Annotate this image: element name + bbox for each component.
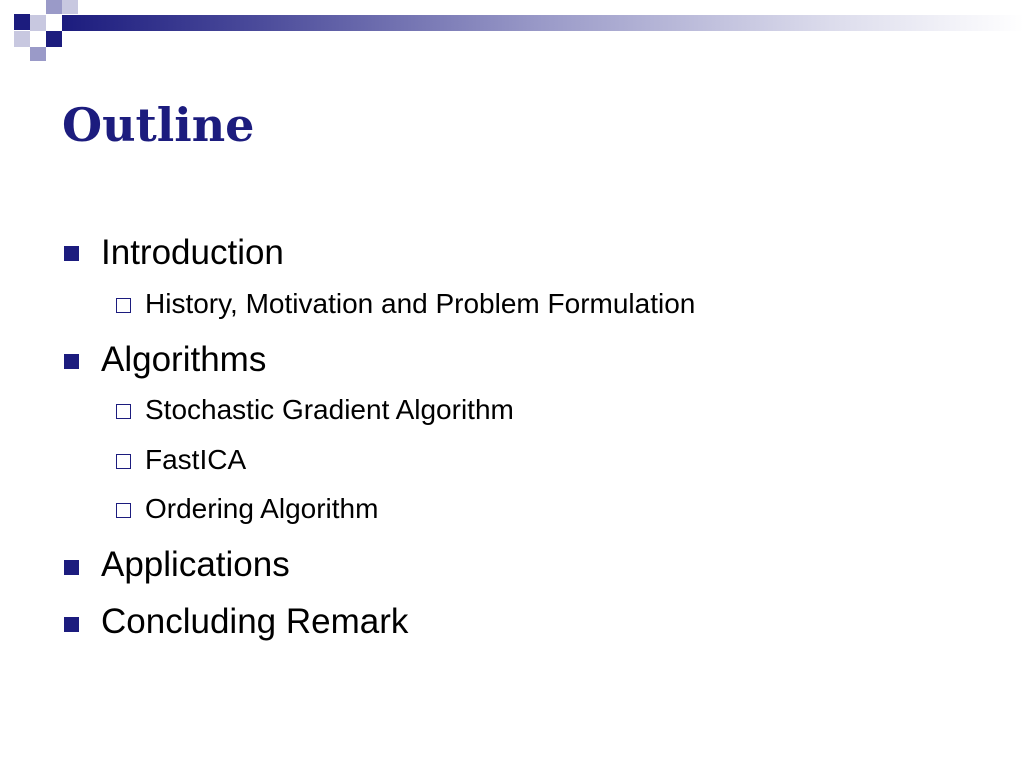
hollow-square-bullet-icon	[116, 454, 131, 469]
outline-item-introduction: Introduction	[101, 233, 284, 272]
filled-square-bullet-icon	[64, 354, 79, 369]
outline-item-concluding-remark: Concluding Remark	[101, 602, 409, 641]
decor-square	[62, 0, 78, 14]
filled-square-bullet-icon	[64, 617, 79, 632]
outline-item-applications: Applications	[101, 545, 290, 584]
hollow-square-bullet-icon	[116, 503, 131, 518]
decor-square	[46, 0, 62, 14]
hollow-square-bullet-icon	[116, 404, 131, 419]
decor-square	[14, 31, 30, 47]
outline-item-algorithms: Algorithms	[101, 340, 267, 379]
decor-square	[46, 31, 62, 47]
decor-square	[30, 47, 46, 61]
header-gradient-band	[62, 15, 1024, 31]
filled-square-bullet-icon	[64, 246, 79, 261]
outline-subitem-history: History, Motivation and Problem Formulation	[145, 288, 696, 319]
decor-square	[30, 15, 46, 31]
outline-subitem-fastica: FastICA	[145, 444, 247, 475]
decor-square	[14, 14, 30, 30]
filled-square-bullet-icon	[64, 560, 79, 575]
slide-title: Outline	[62, 98, 255, 152]
hollow-square-bullet-icon	[116, 298, 131, 313]
outline-subitem-ordering: Ordering Algorithm	[145, 493, 379, 524]
outline-subitem-stochastic-gradient: Stochastic Gradient Algorithm	[145, 394, 514, 425]
